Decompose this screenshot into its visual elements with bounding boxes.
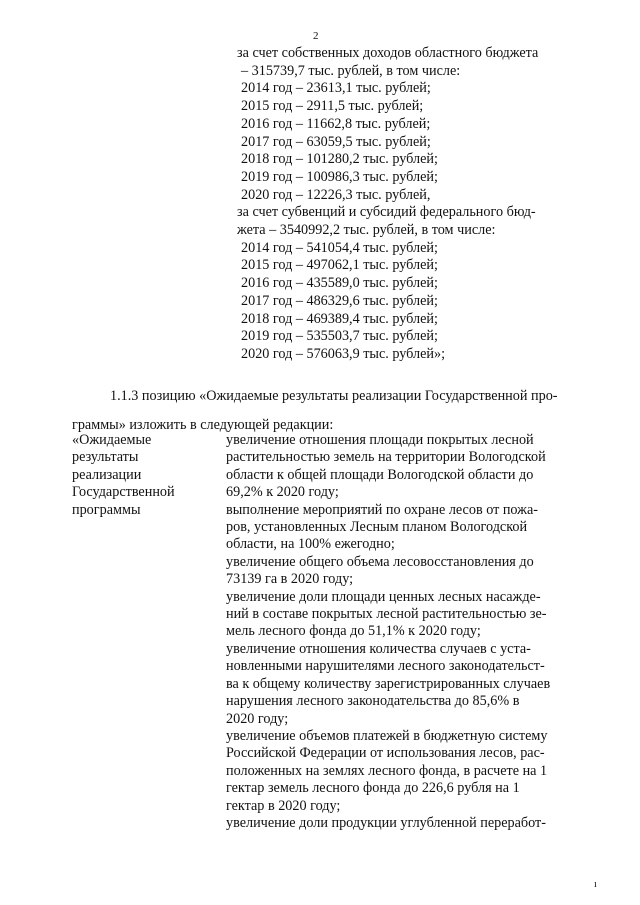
budget-line: 2019 год – 100986,3 тыс. рублей; xyxy=(241,168,438,185)
results-label-line: результаты xyxy=(72,449,139,466)
results-label xyxy=(72,432,202,519)
results-label-line: «Ожидаемые xyxy=(72,432,152,448)
budget-line: 2020 год – 576063,9 тыс. рублей»; xyxy=(241,345,446,362)
budget-funding-block xyxy=(237,45,582,364)
budget-line: 2019 год – 535503,7 тыс. рублей; xyxy=(241,328,438,345)
item-heading-line: граммы» изложить в следующей редакции: xyxy=(72,417,334,433)
budget-line: 2016 год – 435589,0 тыс. рублей; xyxy=(241,275,438,292)
budget-line: 2014 год – 23613,1 тыс. рублей; xyxy=(241,80,431,97)
budget-line: 2017 год – 63059,5 тыс. рублей; xyxy=(241,133,431,150)
budget-line: 2014 год – 541054,4 тыс. рублей; xyxy=(241,239,438,256)
results-line: области к общей площади Вологодской области до xyxy=(226,466,534,483)
corner-mark: ı xyxy=(594,879,597,890)
budget-line: 2018 год – 469389,4 тыс. рублей; xyxy=(241,310,438,327)
budget-line: 2018 год – 101280,2 тыс. рублей; xyxy=(241,151,438,168)
results-list xyxy=(226,432,582,832)
page-number: 2 xyxy=(313,30,319,42)
results-label-line: Государственной xyxy=(72,484,175,501)
results-line: гектар в 2020 году; xyxy=(226,797,341,814)
results-line: ров, установленных Лесным планом Вологодской xyxy=(226,519,528,536)
results-line: нарушения лесного законодательства до 85,6% в xyxy=(226,693,520,710)
results-line: положенных на землях лесного фонда, в расчете на 1 xyxy=(226,762,548,779)
budget-line: – 315739,7 тыс. рублей, в том числе: xyxy=(241,62,461,79)
results-line: новленными нарушителями лесного законодательст- xyxy=(226,658,545,675)
budget-line: за счет субвенций и субсидий федерального бюд- xyxy=(237,204,536,221)
results-line: увеличение отношения количества случаев с уста- xyxy=(226,640,531,657)
budget-line: 2017 год – 486329,6 тыс. рублей; xyxy=(241,292,438,309)
results-line: увеличение объемов платежей в бюджетную систему xyxy=(226,727,548,744)
item-heading-line: 1.1.3 позицию «Ожидаемые результаты реализации Государственной про- xyxy=(110,388,558,404)
budget-line: 2016 год – 11662,8 тыс. рублей; xyxy=(241,115,431,132)
results-line: гектар земель лесного фонда до 226,6 рубля на 1 xyxy=(226,780,520,797)
budget-line: 2020 год – 12226,3 тыс. рублей, xyxy=(241,186,431,203)
results-line: 2020 году; xyxy=(226,710,289,727)
budget-line: 2015 год – 497062,1 тыс. рублей; xyxy=(241,257,438,274)
results-line: растительностью земель на территории Вологодской xyxy=(226,449,546,466)
results-line: 73139 га в 2020 году; xyxy=(226,571,354,588)
results-line: выполнение мероприятий по охране лесов от пожа- xyxy=(226,501,538,518)
results-line: области, на 100% ежегодно; xyxy=(226,536,395,553)
budget-line: 2015 год – 2911,5 тыс. рублей; xyxy=(241,98,424,115)
results-line: ва к общему количеству зарегистрированных случаев xyxy=(226,675,551,692)
results-line: увеличение доли площади ценных лесных насажде- xyxy=(226,588,541,605)
results-line: ний в составе покрытых лесной растительностью зе- xyxy=(226,606,547,623)
results-label-line: реализации xyxy=(72,466,142,483)
results-line: 69,2% к 2020 году; xyxy=(226,484,339,501)
results-line: увеличение отношения площади покрытых лесной xyxy=(226,432,534,448)
budget-line: жета – 3540992,2 тыс. рублей, в том числе: xyxy=(237,222,496,239)
results-line: Российской Федерации от использования лесов, рас- xyxy=(226,745,545,762)
budget-line: за счет собственных доходов областного бюджета xyxy=(237,45,539,61)
results-line: мель лесного фонда до 51,1% к 2020 году; xyxy=(226,623,481,640)
results-line: увеличение общего объема лесовосстановления до xyxy=(226,553,534,570)
results-line: увеличение доли продукции углубленной переработ- xyxy=(226,814,546,831)
results-label-line: программы xyxy=(72,501,141,518)
